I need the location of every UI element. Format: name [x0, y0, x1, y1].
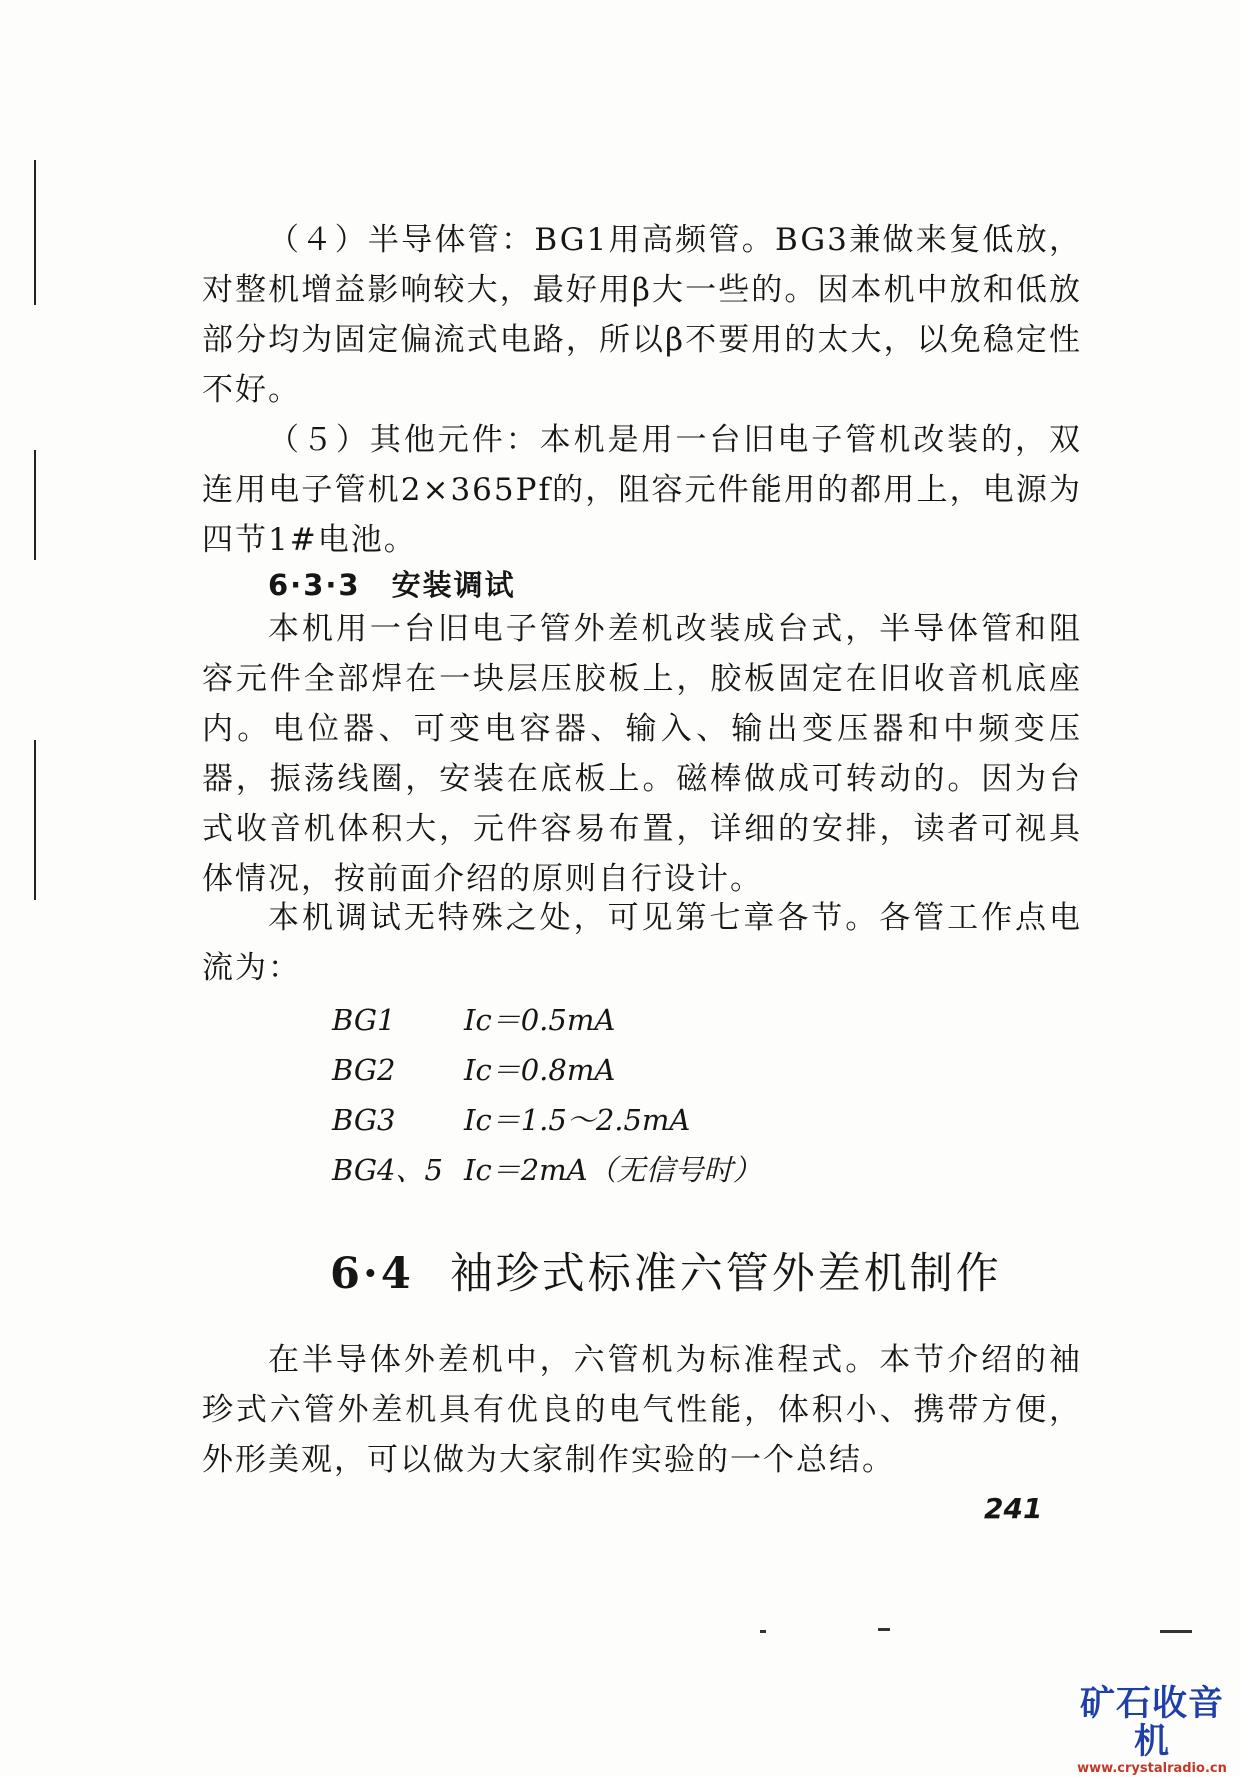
transistor-name: BG3 [332, 1103, 396, 1137]
subsection-heading: 6·3·3 安装调试 [268, 568, 516, 602]
scan-margin-mark [34, 740, 36, 900]
watermark-name: 矿石收音机 [1079, 1684, 1224, 1762]
site-watermark [1064, 1685, 1240, 1777]
formula-row [332, 1045, 762, 1095]
paragraph-debugging: 本机调试无特殊之处，可见第七章各节。各管工作点电流为： [202, 900, 1082, 986]
scan-speck [760, 1630, 766, 1633]
paragraph-installation: 本机用一台旧电子管外差机改装成台式，半导体管和阻容元件全部焊在一块层压胶板上，胶板固定在旧收音机底座内。电位器、可变电容器、输入、输出变压器和中频变压器，振荡线圈，安装在底板上。磁棒做成可转动的。因为台式收音机体积大，元件容易布置，详细的安排，读者可视具体情况，按前面介绍的原则自行设计。 [202, 611, 1082, 897]
section-title-text: 袖珍式标准六管外差机制作 [449, 1249, 1002, 1299]
scan-speck [1160, 1630, 1192, 1633]
scan-speck [878, 1628, 890, 1631]
transistor-name: BG4、5 [332, 1153, 443, 1187]
transistor-name: BG2 [332, 1053, 396, 1087]
collector-current: Ic＝0.5mA [464, 1003, 616, 1037]
paragraph-section-intro: 在半导体外差机中，六管机为标准程式。本节介绍的袖珍式六管外差机具有优良的电气性能，体积小、携带方便，外形美观，可以做为大家制作实验的一个总结。 [202, 1342, 1082, 1478]
page-number: 241 [984, 1492, 1043, 1525]
paragraph-transistors: （４）半导体管：BG1用高频管。BG3兼做来复低放，对整机增益影响较大，最好用β大一些的。因本机中放和低放部分均为固定偏流式电路，所以β不要用的太大，以免稳定性不好。 [202, 222, 1082, 408]
operating-current-list [332, 995, 762, 1195]
scan-margin-mark [34, 450, 36, 560]
formula-row [332, 1095, 762, 1145]
collector-current: Ic＝0.8mA [464, 1053, 616, 1087]
watermark-url: www.crystalradio.cn [1077, 1761, 1227, 1776]
collector-current: Ic＝2mA（无信号时） [464, 1153, 762, 1187]
section-number: 6·4 [330, 1249, 414, 1299]
paragraph-other-components: （５）其他元件：本机是用一台旧电子管机改装的，双连用电子管机2×365Pf的，阻容元件能用的都用上，电源为四节1#电池。 [202, 422, 1082, 558]
formula-row [332, 995, 762, 1045]
section-title [330, 1240, 1002, 1301]
transistor-name: BG1 [332, 1003, 396, 1037]
collector-current: Ic＝1.5～2.5mA [464, 1103, 691, 1137]
scan-margin-mark [34, 160, 36, 305]
formula-row [332, 1145, 762, 1195]
